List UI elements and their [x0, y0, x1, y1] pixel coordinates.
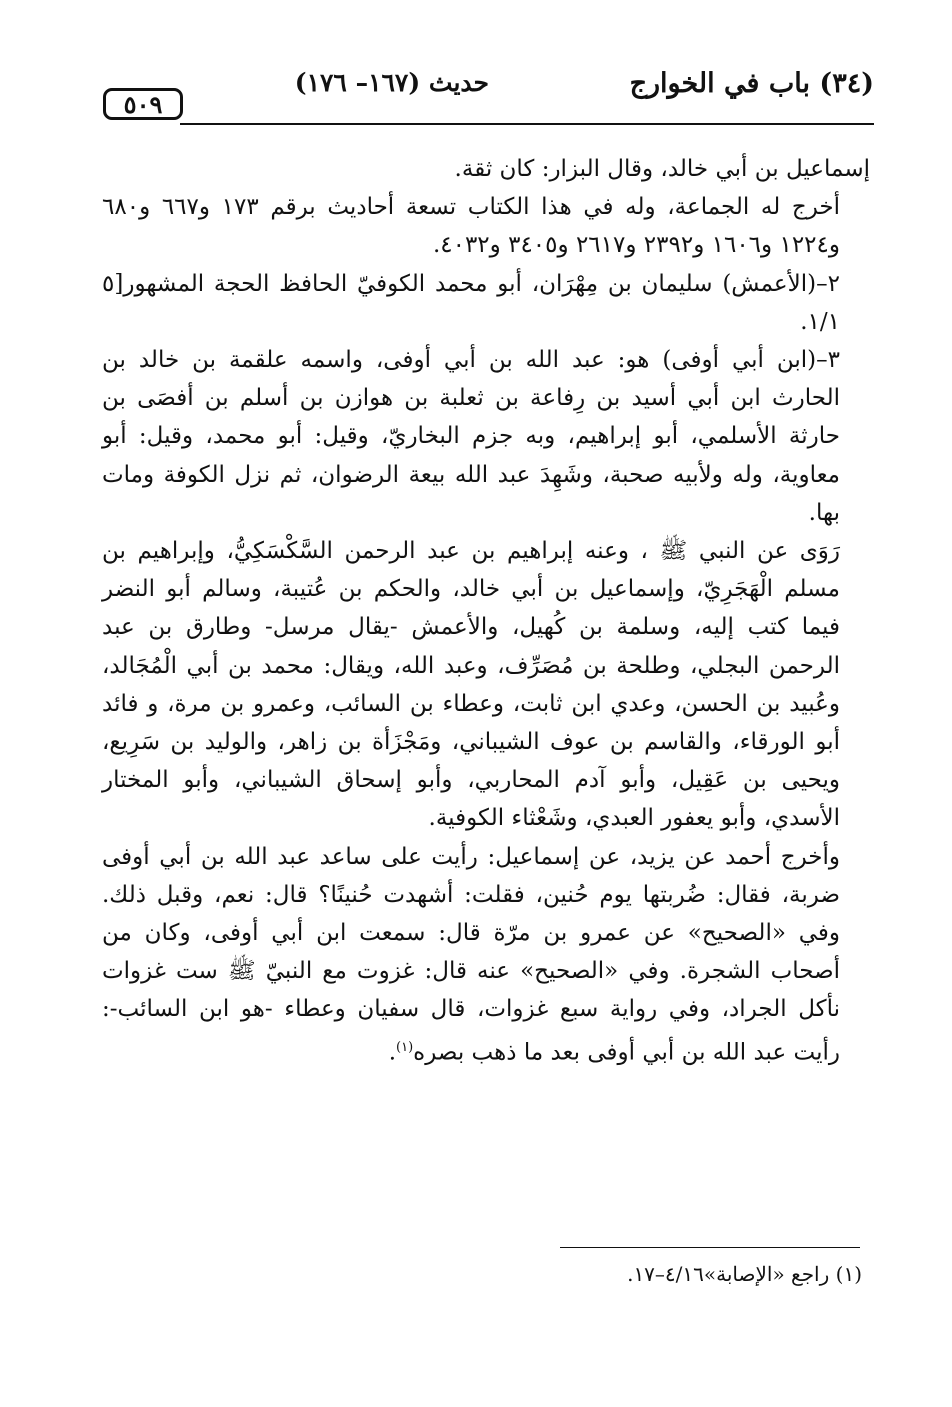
footnote-marker: (١) [396, 1039, 414, 1055]
page-number: ٥٠٩ [103, 88, 183, 120]
chapter-title: (٣٤) باب في الخوارج [629, 68, 874, 99]
header-divider [180, 123, 874, 125]
paragraph-text: وأخرج أحمد عن يزيد، عن إسماعيل: رأيت على ساعد عبد الله بن أبي أوفى ضربة، فقال: ضُربتها يوم حُنين، فقلت: أشهدت حُنينًا؟ قال: نعم، وقبل ذلك. وفي «الصحيح» عن عمرو بن مرّة قال: سمعت ابن أبي أوفى، وكان من أصحاب الشجرة. وفي «الصحيح» عنه قال: غزوت مع النبيّ ﷺ ست غزوات نأكل الجراد، وفي رواية سبع غزوات، قال سفيان وعطاء -هو ابن السائب-: رأيت عبد الله بن أبي أوفى بعد ما ذهب بصره [102, 843, 840, 1066]
paragraph: ٢–(الأعمش) سليمان بن مِهْرَان، أبو محمد الكوفيّ الحافظ الحجة المشهور[٥ ١/١. [102, 270, 840, 335]
hadith-range: حديث (١٦٧– ١٧٦) [294, 68, 489, 97]
footnote: (١) راجع «الإصابة»٤/١٦–١٧. [627, 1262, 862, 1286]
paragraph: رَوَى عن النبي ﷺ ، وعنه إبراهيم بن عبد الرحمن السَّكْسَكِيُّ، وإبراهيم بن مسلم الْهَجَرِيّ، وإسماعيل بن أبي خالد، والحكم بن عُتيبة، وسالم أبو النضر فيما كتب إليه، وسلمة بن كُهيل، والأعمش -يقال مرسل- وطارق بن عبد الرحمن البجلي، وطلحة بن مُصَرِّف، وعبد الله، ويقال: محمد بن أبي الْمُجَالد، وعُبيد بن الحسن، وعدي ابن ثابت، وعطاء بن السائب، وعمرو بن مرة، و فائد أبو الورقاء، والقاسم بن عوف الشيباني، ومَجْزَأة بن زاهر، والوليد بن سَرِيع، ويحيى بن عَقِيل، وأبو آدم المحاربي، وأبو إسحاق الشيباني، وأبو المختار الأسدي، وأبو يعفور العبدي، وشَعْثاء الكوفية. [102, 538, 840, 832]
page-header [100, 62, 874, 124]
main-text [102, 150, 870, 1072]
footnote-divider [560, 1247, 860, 1248]
paragraph: إسماعيل بن أبي خالد، وقال البزار: كان ثقة. [454, 156, 870, 182]
paragraph: أخرج له الجماعة، وله في هذا الكتاب تسعة أحاديث برقم ١٧٣ و٦٦٧ و٦٨٠ و١٢٢٤ و١٦٠٦ و٢٣٩٢ و٢٦١٧ و٣٤٠٥ و٤٠٣٢. [102, 194, 841, 259]
paragraph-with-footnote [102, 838, 870, 1072]
sentence-end: . [388, 1039, 397, 1066]
paragraph: ٣–(ابن أبي أوفى) هو: عبد الله بن أبي أوفى، واسمه علقمة بن خالد بن الحارث ابن أبي أسيد بن رِفاعة بن ثعلبة بن هوازن بن أسلم بن أفصَى بن حارثة الأسلمي، أبو إبراهيم، وبه جزم البخاريّ، وقيل: أبو محمد، وقيل: أبو معاوية، وله ولأبيه صحبة، وشَهِدَ عبد الله بيعة الرضوان، ثم نزل الكوفة ومات بها. [102, 347, 840, 526]
